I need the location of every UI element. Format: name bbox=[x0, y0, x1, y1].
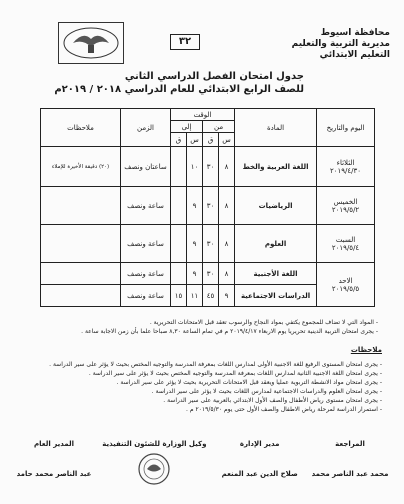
duration-cell: ساعة ونصف bbox=[121, 225, 171, 263]
signature-name: عبد الناصر محمد حامد bbox=[16, 470, 92, 478]
day-label: الثلاثاء bbox=[336, 158, 355, 167]
day-label: السبت bbox=[335, 235, 356, 244]
header-to-q: ق bbox=[171, 133, 187, 147]
from-s-cell: ٨ bbox=[219, 187, 235, 225]
notes-heading bbox=[322, 346, 382, 355]
exam-schedule-table bbox=[40, 108, 375, 307]
title-line-1: جدول امتحان الفصل الدراسي الثاني bbox=[124, 71, 304, 82]
list-item: - يجرى امتحان المستوى الرفيع للغة الاجنبية الأولى لمدارس اللغات بمعرفة المدرسة والتوجيه المختص بحيث لا يؤثر على سير الدراسة . bbox=[49, 361, 382, 368]
signature-block bbox=[14, 440, 390, 496]
signature-administration-director bbox=[215, 440, 305, 496]
subject-cell: الرياضيات bbox=[235, 187, 317, 225]
header-from-q: ق bbox=[203, 133, 219, 147]
duration-cell: ساعة ونصف bbox=[121, 187, 171, 225]
duration-cell: ساعة ونصف bbox=[121, 285, 171, 307]
from-q-cell: ٤٥ bbox=[203, 285, 219, 307]
header-from-s: س bbox=[219, 133, 235, 147]
from-q-cell: ٣٠ bbox=[203, 187, 219, 225]
to-s-cell: ٩ bbox=[187, 263, 203, 285]
list-item: - يجرى امتحان مواد الانشطة التربوية عمليا ويعقد قبل الامتحانات التحريرية بحيث لا يؤثر على سير الدراسة . bbox=[116, 379, 382, 386]
notes-list bbox=[20, 360, 382, 414]
date-label: ٢٠١٩/٤/٣٠ bbox=[330, 166, 362, 175]
signature-role: وكيل الوزارة للشئون التنفيذية bbox=[102, 440, 207, 448]
subject-cell: العلوم bbox=[235, 225, 317, 263]
header-notes: ملاحظات bbox=[41, 109, 121, 147]
day-date-cell bbox=[317, 187, 375, 225]
to-s-cell: ٩ bbox=[187, 187, 203, 225]
note-cell bbox=[41, 285, 121, 307]
day-label: الخميس bbox=[333, 197, 358, 206]
document-title bbox=[54, 70, 304, 96]
list-item: - يجرى امتحان اللغة الاجنبية الثانية لمدارس اللغات بمعرفة المدرسة والتوجيه المختص بحيث لا يؤثر على سير الدراسة . bbox=[88, 370, 382, 377]
to-s-cell: ١٠ bbox=[187, 147, 203, 187]
signature-role: المدير العام bbox=[34, 440, 74, 448]
list-item: - يجرى امتحان العلوم والدراسات الاجتماعية لمدارس اللغات بحيث لا يؤثر على سير الدراسة . bbox=[151, 388, 382, 395]
official-stamp-icon bbox=[129, 452, 179, 486]
signature-role: المراجعة bbox=[335, 440, 365, 448]
to-s-cell: ١١ bbox=[187, 285, 203, 307]
subject-cell: اللغة الأجنبية bbox=[235, 263, 317, 285]
to-q-cell bbox=[171, 147, 187, 187]
list-item: - استمرار الدراسة لمرحلة رياض الاطفال والصف الأول حتى يوم ٢٠١٩/٥/٣٠ م . bbox=[186, 406, 382, 413]
day-date-cell bbox=[317, 225, 375, 263]
signature-name: صلاح الدين عبد المنعم bbox=[221, 470, 298, 478]
day-date-cell bbox=[317, 263, 375, 307]
header-subject: المادة bbox=[235, 109, 317, 147]
subject-cell: اللغة العربية والخط bbox=[235, 147, 317, 187]
header-directorate: مديرية التربية والتعليم bbox=[291, 39, 390, 49]
table-row bbox=[41, 147, 375, 187]
note-cell bbox=[41, 225, 121, 263]
date-label: ٢٠١٩/٥/٥ bbox=[331, 284, 360, 293]
table-row bbox=[41, 263, 375, 285]
to-q-cell bbox=[171, 263, 187, 285]
header-to: إلى bbox=[171, 121, 203, 133]
date-label: ٢٠١٩/٥/٢ bbox=[331, 205, 360, 214]
from-s-cell: ٨ bbox=[219, 225, 235, 263]
from-s-cell: ٨ bbox=[219, 147, 235, 187]
from-s-cell: ٨ bbox=[219, 263, 235, 285]
table-row bbox=[41, 187, 375, 225]
header-time: الوقت bbox=[171, 109, 235, 121]
from-q-cell: ٣٠ bbox=[203, 263, 219, 285]
header-day-date: اليوم والتاريخ bbox=[317, 109, 375, 147]
subject-cell: الدراسات الاجتماعية bbox=[235, 285, 317, 307]
signature-deputy bbox=[99, 440, 209, 496]
header-block bbox=[240, 28, 390, 61]
to-q-cell bbox=[171, 187, 187, 225]
list-item: - يجرى امتحان مستوى رياض الأطفال والصف الأول الابتدائي بالعربية على سير الدراسة . bbox=[163, 397, 382, 404]
to-q-cell: ١٥ bbox=[171, 285, 187, 307]
note-line: - المواد التي لا تضاف للمجموع يكتفي بمواد النجاح والرسوب تعقد قبل الامتحانات التحريرية . bbox=[149, 319, 378, 326]
table-row bbox=[41, 225, 375, 263]
note-cell: (٢٠) دقيقة الأخيرة للإملاء bbox=[41, 147, 121, 187]
from-q-cell: ٣٠ bbox=[203, 147, 219, 187]
duration-cell: ساعتان ونصف bbox=[121, 147, 171, 187]
date-label: ٢٠١٩/٥/٤ bbox=[331, 243, 360, 252]
notes-top-block bbox=[28, 318, 378, 336]
to-s-cell: ٩ bbox=[187, 225, 203, 263]
day-date-cell bbox=[317, 147, 375, 187]
page-number-box bbox=[170, 34, 200, 50]
notes-heading-label: ملاحظات bbox=[350, 346, 382, 354]
header-governorate: محافظة اسيوط bbox=[320, 28, 390, 38]
day-label: الاحد bbox=[338, 276, 353, 285]
signature-general-manager bbox=[14, 440, 94, 496]
from-s-cell: ٩ bbox=[219, 285, 235, 307]
title-line-2: للصف الرابع الابتدائي للعام الدراسي ٢٠١٨ / ٢٠١٩م bbox=[54, 84, 304, 95]
duration-cell: ساعة ونصف bbox=[121, 263, 171, 285]
header-department: التعليم الابتدائي bbox=[319, 50, 390, 60]
header-from: من bbox=[203, 121, 235, 133]
signature-name: محمد عبد الناصر محمد bbox=[311, 470, 389, 478]
note-line: - يجرى امتحان التربية الدينية تحريريا يوم الاربعاء ٢٠١٩/٤/١٧ م في تمام الساعة ٨,٣٠ صباحا علما بأن زمن الاجابة ساعة . bbox=[81, 328, 378, 335]
ministry-emblem-logo bbox=[58, 22, 124, 64]
from-q-cell: ٣٠ bbox=[203, 225, 219, 263]
signature-review bbox=[310, 440, 390, 496]
signature-role: مدير الإدارة bbox=[239, 440, 280, 448]
to-q-cell bbox=[171, 225, 187, 263]
note-cell bbox=[41, 263, 121, 285]
eagle-emblem-icon bbox=[61, 25, 121, 61]
page-number: ٣٢ bbox=[178, 36, 192, 47]
note-cell bbox=[41, 187, 121, 225]
header-duration: الزمن bbox=[121, 109, 171, 147]
header-to-s: س bbox=[187, 133, 203, 147]
